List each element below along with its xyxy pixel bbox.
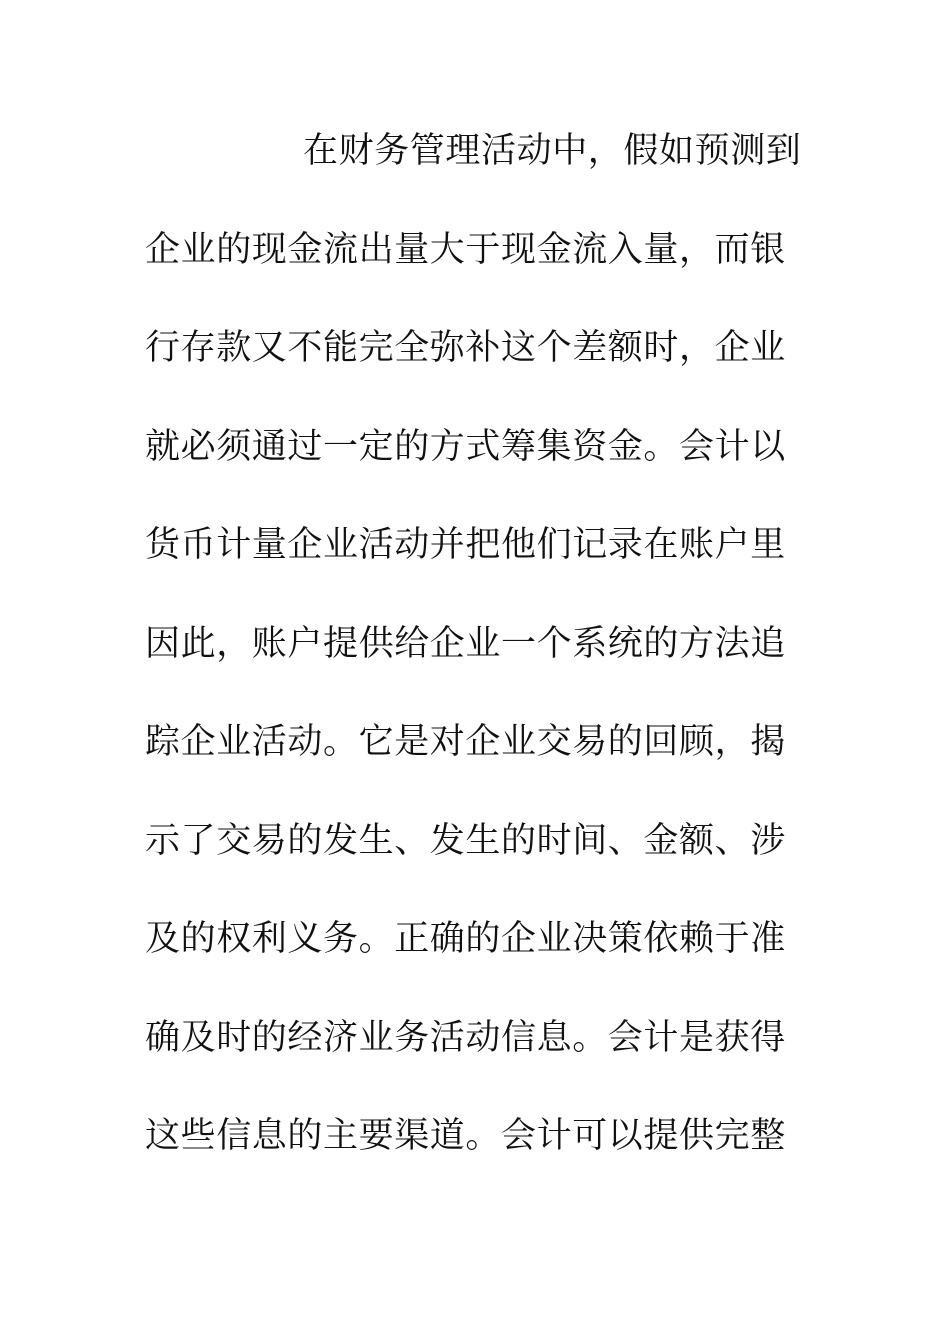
body-paragraph: [145, 124, 825, 1208]
text-line: 确及时的经济业务活动信息。会计是获得: [145, 1017, 786, 1058]
text-line: 企业的现金流出量大于现金流入量，而银: [145, 229, 786, 270]
text-line: 示了交易的发生、发生的时间、金额、涉: [145, 820, 786, 861]
text-line: 这些信息的主要渠道。会计可以提供完整: [145, 1116, 786, 1156]
text-line: 因此，账户提供给企业一个系统的方法追: [145, 623, 786, 664]
text-line: 就必须通过一定的方式筹集资金。会计以: [145, 426, 786, 467]
text-line: 踪企业活动。它是对企业交易的回顾，揭: [145, 722, 786, 762]
text-line: 在财务管理活动中，假如预测到: [303, 131, 802, 171]
text-line: 行存款又不能完全弥补这个差额时，企业: [145, 328, 786, 368]
text-line: 货币计量企业活动并把他们记录在账户里: [145, 525, 786, 565]
text-line: 及的权利义务。正确的企业决策依赖于准: [145, 919, 786, 959]
